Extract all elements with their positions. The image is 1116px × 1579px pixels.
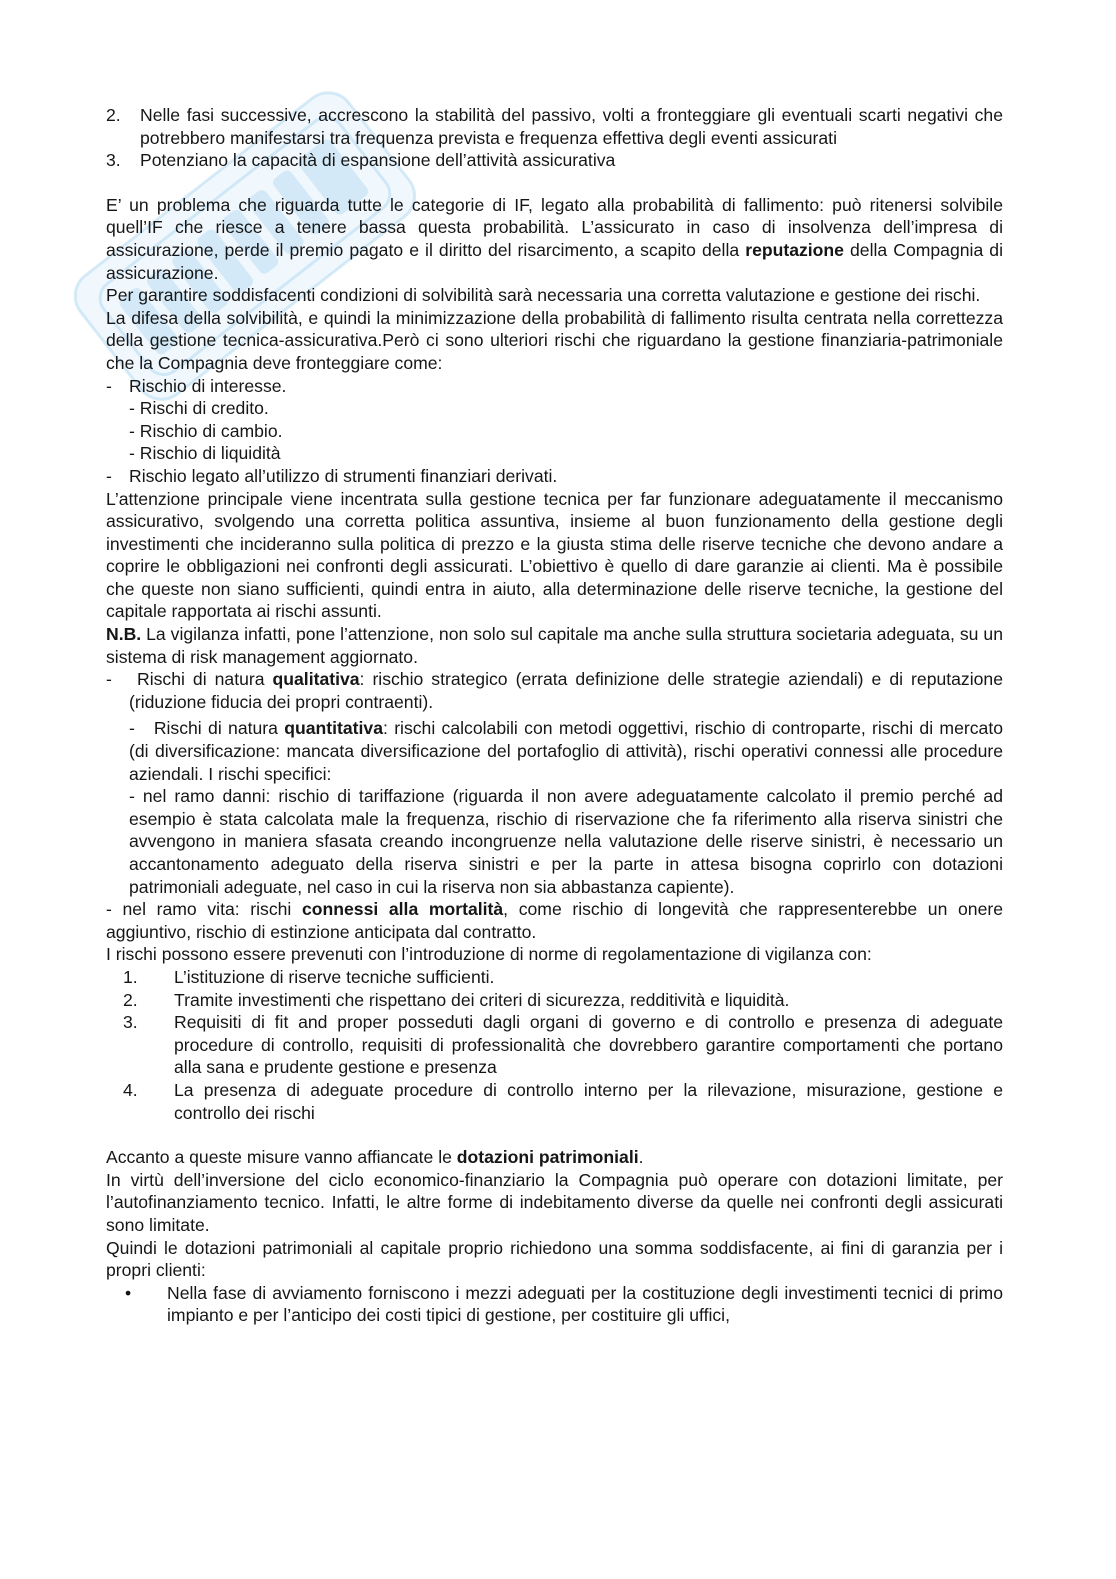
paragraph-dotazioni: Accanto a queste misure vanno affiancate le dotazioni patrimoniali. [106, 1147, 644, 1168]
paragraph-prevenzione: I rischi possono essere prevenuti con l’introduzione di norme di regolamentazione di vigilanza con: [106, 944, 872, 965]
risk-item: - Rischi di credito. [129, 398, 269, 419]
list-number: 3. [106, 150, 121, 171]
paragraph-difesa: La difesa della solvibilità, e quindi la minimizzazione della probabilità di fallimento risulta centrata nella correttezza della gestione tecnica-assicurativa.Però ci sono ulteriori rischi che riguardano la gestione finanziaria-patrimoniale che la Compagnia deve fronteggiare come: [106, 307, 1003, 373]
norm-item-1: 1. L’istituzione di riserve tecniche sufficienti. [123, 966, 495, 987]
paragraph-nb: N.B. La vigilanza infatti, pone l’attenzione, non solo sul capitale ma anche sulla struttura societaria adeguata, su un sistema di risk management aggiornato. [106, 624, 1003, 667]
danni-risks: - nel ramo danni: rischio di tariffazione (riguarda il non avere adeguatamente calcolato il premio perché ad esempio è stata calcolata male la frequenza, rischio di riservazione che fa riferimento alla riserva sinistri che avvengono in maniera sfasata creando incongruenze nella valutazione delle riserve sinistri, è necessario un accantonamento adeguato della riserva sinistri e per la parte in attesa bisogna coprirlo con dotazioni patrimoniali adeguate, nel caso in cui la riserva non sia abbastanza capiente). [129, 786, 1003, 897]
list-item-3 [106, 149, 1003, 172]
norm-item-4: 4. La presenza di adeguate procedure di controllo interno per la rilevazione, misurazione, gestione e controllo dei rischi [123, 1079, 1003, 1123]
norm-item-2: 2. Tramite investimenti che rispettano dei criteri di sicurezza, redditività e liquidità. [123, 989, 790, 1010]
paragraph-solvibilita: E’ un problema che riguarda tutte le categorie di IF, legato alla probabilità di fallimento: può ritenersi solvibile quell’IF che riesce a tenere bassa questa probabilità. L’assicurato in caso di insolvenza dell’impresa di assicurazione, perde il premio pagato e il diritto del risarcimento, a scapito della reputazione della Compagnia di assicurazione. [106, 194, 1003, 283]
document-page [106, 104, 1003, 1327]
bold-reputazione: reputazione [745, 239, 844, 260]
list-item-2 [106, 104, 1003, 149]
bullet-avviamento: • Nella fase di avviamento forniscono i mezzi adeguati per la costituzione degli investimenti tecnici di primo impianto e per l’anticipo dei costi tipici di gestione, per costituire gli uffici, [125, 1282, 1003, 1326]
list-text: Potenziano la capacità di espansione dell’attività assicurativa [140, 150, 616, 171]
bold-mortalita: connessi alla mortalità [301, 899, 504, 920]
list-text: Nelle fasi successive, accrescono la stabilità del passivo, volti a fronteggiare gli eventuali scarti negativi che potrebbero manifestarsi tra frequenza prevista e frequenza effettiva degli eventi assicurati [140, 105, 1003, 148]
paragraph-inversione: In virtù dell’inversione del ciclo economico-finanziario la Compagnia può operare con dotazioni limitate, per l’autofinanziamento tecnico. Infatti, le altre forme di indebitamento diverse da quelle nei confronti degli assicurati sono limitate. [106, 1169, 1003, 1235]
paragraph-capitale: Quindi le dotazioni patrimoniali al capitale proprio richiedono una somma soddisfacente, ai fini di garanzia per i propri clienti: [106, 1237, 1003, 1281]
bold-quantitativa: quantitativa [284, 718, 383, 739]
norm-item-3: 3. Requisiti di fit and proper posseduti dagli organi di governo e di controllo e presenza di adeguate procedure di controllo, requisiti di professionalità che dovrebbero garantire comportamenti che portano alla sana e prudente gestione e presenza [123, 1012, 1003, 1078]
paragraph-attenzione: L’attenzione principale viene incentrata sulla gestione tecnica per far funzionare adeguatamente il meccanismo assicurativo, svolgendo una corretta politica assuntiva, insieme al buon funzionamento della gestione degli investimenti che incideranno sulla politica di prezzo e la giusta stima delle riserve tecniche che devono andare a coprire le obbligazioni nei confronti degli assicurati. L’obiettivo è quello di dare garanzie ai clienti. Ma è possibile che queste non siano sufficienti, quindi entra in aiuto, alla determinazione delle riserve tecniche, la gestione del capitale rapportata ai rischi assunti. [106, 488, 1003, 622]
paragraph-valutazione: Per garantire soddisfacenti condizioni di solvibilità sarà necessaria una corretta valutazione e gestione dei rischi. [106, 285, 981, 306]
nb-label: N.B. [106, 624, 142, 645]
risk-item: - Rischio di liquidità [129, 443, 281, 464]
risk-item: - Rischio di interesse. [106, 375, 287, 396]
qualitative-risks: - Rischi di natura qualitativa: rischio strategico (errata definizione delle strategie aziendali) e di reputazione (riduzione fiducia dei propri contraenti). [106, 669, 1003, 712]
quantitative-risks: - Rischi di natura quantitativa: rischi calcolabili con metodi oggettivi, rischio di controparte, rischi di mercato (di diversificazione: mancata diversificazione del portafoglio di attività), rischi operativi connessi alle procedure aziendali. I rischi specifici: [129, 718, 1003, 784]
risk-item: - Rischio di cambio. [129, 420, 283, 441]
risk-item: - Rischio legato all’utilizzo di strumenti finanziari derivati. [106, 465, 558, 486]
bold-dotazioni: dotazioni patrimoniali [456, 1147, 639, 1168]
vita-risks: - nel ramo vita: rischi connessi alla mortalità, come rischio di longevità che rappresenterebbe un onere aggiuntivo, rischio di estinzione anticipata dal contratto. [106, 899, 1004, 942]
bold-qualitativa: qualitativa [272, 669, 360, 690]
list-number: 2. [106, 105, 121, 125]
